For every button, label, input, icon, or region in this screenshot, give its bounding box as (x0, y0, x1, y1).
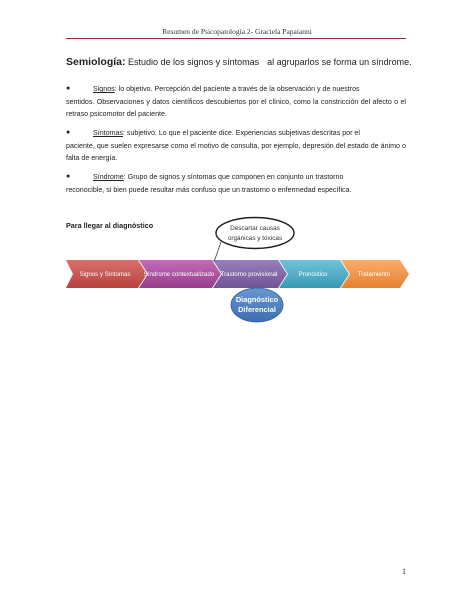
sindrome-line1: : Grupo de signos y síntomas que componen en conjunto un trastorno (123, 173, 344, 181)
signos-rest: sentidos. Observaciones y datos científicos descubiertos por el clínico, como la constricción del afecto o el retraso psicomotor del paciente. (66, 97, 406, 119)
step-label-tratamiento: Tratamiento (357, 271, 391, 278)
semiologia-term: Semiología: (66, 56, 126, 68)
signos-line1: : lo objetivo. Percepción del paciente a través de la observación y de nuestros (114, 85, 360, 93)
bullet-icon: ● (66, 173, 71, 180)
bullet-icon: ● (66, 129, 71, 136)
semiologia-definition-b: al agruparlos se forma un síndrome. (267, 57, 412, 67)
term-sindrome: Síndrome (93, 173, 124, 181)
page-number: 1 (402, 567, 406, 576)
bullet-icon: ● (66, 85, 71, 92)
page-header: Resumen de Psicopatología 2- Graciela Papaianni (162, 27, 312, 36)
callout-connector (214, 242, 221, 262)
sintomas-line1: : subjetivo. Lo que el paciente dice. Experiencias subjetivas descritas por el (122, 129, 360, 137)
semiologia-definition-a: Estudio de los signos y síntomas (128, 57, 260, 67)
differential-line1: Diagnóstico (235, 295, 279, 304)
term-sintomas: Síntomas (93, 129, 123, 137)
callout-text (216, 224, 294, 243)
differential-text (229, 295, 285, 315)
step-label-signos: Signos y Síntomas (79, 271, 131, 278)
sindrome-rest: reconocible, si bien puede resultar más confuso que un trastorno o enfermedad específica. (66, 185, 352, 194)
diagram-title: Para llegar al diagnóstico (66, 221, 154, 230)
callout-line1: Descartar causas (230, 225, 280, 232)
term-signos: Signos (93, 85, 115, 93)
callout-line2: orgánicas y tóxicas (227, 234, 283, 242)
step-label-sindrome: Síndrome contextualizado (143, 271, 215, 278)
step-label-pronostico: Pronóstico (298, 271, 328, 278)
step-label-trastorno: Trastorno provisional (220, 271, 278, 278)
sintomas-rest: paciente, que suelen expresarse como el motivo de consulta, por ejemplo, depresión del estado de ánimo o falta de energía. (66, 141, 406, 163)
differential-line2: Diferencial (238, 305, 276, 314)
